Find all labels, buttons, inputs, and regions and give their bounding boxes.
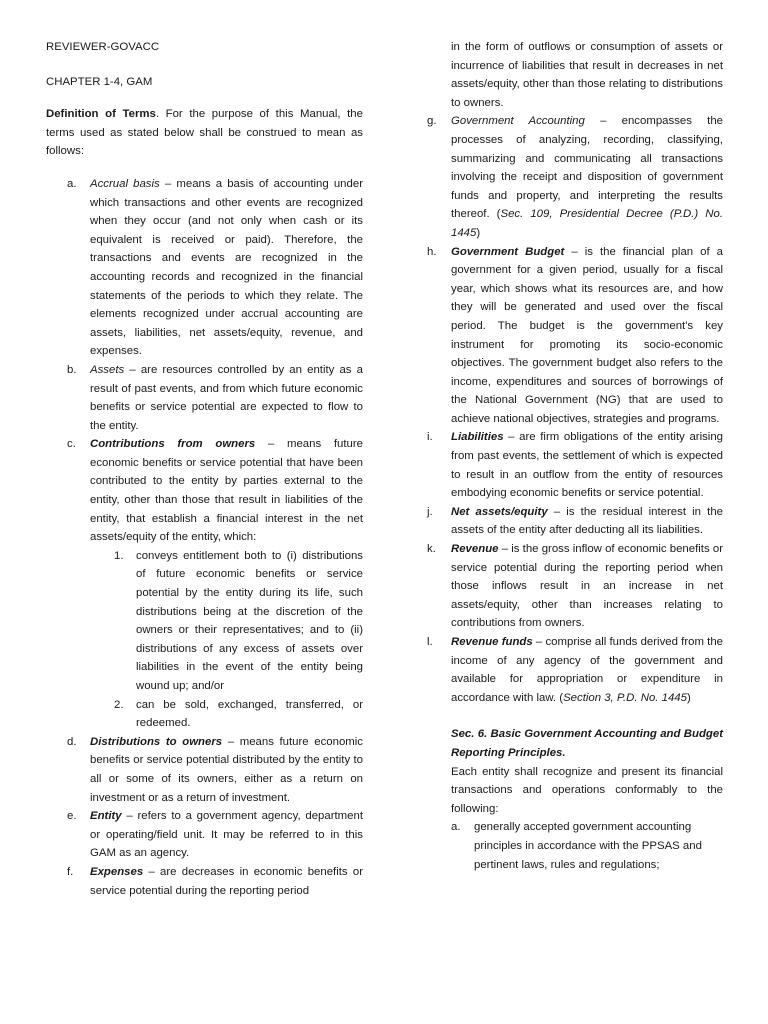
term-distributions-to-owners [46, 733, 363, 807]
item-marker: l. [427, 636, 433, 648]
term-name: Revenue funds [451, 636, 533, 648]
principle-item [426, 818, 723, 874]
term-definition: – encompasses the processes of analyzing, recording, classifying, summarizing and communicating all transactions involving the receipt and disposition of government funds and property, and interpreting the results thereof. ( [451, 115, 723, 221]
term-name: Contributions from owners [90, 438, 256, 451]
term-definition: – means a basis of accounting under which transactions and other events are recognized when they occur (and not only when cash or its equivalent is received or paid). Therefore, the transactions and events are recognized in the accounting records and recognized in the financial statements of the periods to which they relate. The elements recognized under accrual accounting are assets, liabilities, net assets/equity, revenue, and expenses. [90, 177, 363, 358]
right-column [426, 38, 723, 874]
term-accrual-basis [46, 175, 363, 361]
term-name: Liabilities [451, 431, 504, 444]
section-heading: Sec. 6. Basic Government Accounting and Budget Reporting Principles. [451, 728, 723, 759]
chapter-heading: CHAPTER 1-4, GAM [46, 75, 153, 88]
sub-item [90, 547, 363, 696]
term-name: Distributions to owners [90, 735, 223, 748]
term-revenue-funds: l. Revenue funds – comprise all funds derived from the income of any agency of the government and available for appropriation or expenditure in accordance with law. (Section 3, P.D. No. 1445) [426, 633, 723, 707]
term-liabilities [426, 428, 723, 502]
item-marker: c. [67, 438, 76, 451]
definition-intro [46, 105, 363, 161]
term-name: Expenses [90, 865, 144, 878]
item-marker: i. [427, 431, 433, 444]
term-name: Government Budget [451, 245, 565, 258]
item-marker: g. [427, 115, 437, 128]
term-name: Government Accounting [451, 115, 585, 128]
term-name: Accrual basis [90, 177, 160, 190]
term-name: Assets [90, 363, 125, 376]
sub-item [90, 696, 363, 733]
term-revenue [426, 540, 723, 633]
term-name: Revenue [451, 543, 499, 556]
item-marker: e. [67, 810, 77, 823]
term-definition: – comprise all funds derived from the income of any agency of the government and available for appropriation or expenditure in accordance with law. ( [451, 636, 723, 704]
item-marker: a. [67, 177, 77, 190]
term-definition: – means future economic benefits or service potential distributed by the entity to all or some of its owners, either as a return on investment or as a return of investment. [90, 735, 364, 804]
sub-item-marker: 2. [114, 698, 124, 711]
term-definition: – is the gross inflow of economic benefits or service potential during the reporting period when those inflows result in an increase in net assets/equity, other than increases relating to contributions from owners. [451, 543, 723, 630]
term-definition: – is the residual interest in the assets of the entity after deducting all its liabilities. [451, 505, 723, 537]
item-marker: k. [427, 543, 436, 556]
term-net-assets-equity [426, 503, 723, 540]
term-definition: – means future economic benefits or service potential that have been contributed to the entity by parties external to the entity, other than those that result in liabilities of the entity, that establish a financial interest in the net assets/equity of the entity, which: [90, 438, 363, 544]
term-definition: – are resources controlled by an entity as a result of past events, and from which future economic benefits or service potential are expected to flow to the entity. [90, 363, 363, 432]
definition-text: . For the purpose of this Manual, the terms used as stated below shall be construed to mean as follows: [46, 108, 363, 158]
item-marker: f. [67, 865, 74, 878]
term-government-budget [426, 243, 723, 429]
expenses-continuation: in the form of outflows or consumption of assets or incurrence of liabilities that result in decreases in net assets/equity, other than those relating to distributions to owners. [451, 41, 723, 109]
sub-item-text: can be sold, exchanged, transferred, or redeemed. [136, 698, 363, 730]
term-definition: – refers to a government agency, department or operating/field unit. It may be referred to in this GAM as an agency. [90, 810, 363, 860]
term-government-accounting: g. Government Accounting – encompasses the processes of analyzing, recording, classifying, summarizing and communicating all transactions involving the receipt and disposition of government funds and property, and interpreting the results thereof. (Sec. 109, Presidential Decree (P.D.) No. 1445) [426, 112, 723, 242]
term-assets [46, 361, 363, 435]
principle-text: generally accepted government accounting principles in accordance with the PPSAS and pertinent laws, rules and regulations; [474, 821, 702, 871]
sub-item-text: conveys entitlement both to (i) distributions of future economic benefits or service potential by the entity during its life, such distributions being at the discretion of the owners or their representatives; and to (ii) distributions of any excess of assets over liabilities in the event of the entity being wound up; and/or [136, 549, 363, 692]
item-marker: d. [67, 735, 77, 748]
term-definition: – are firm obligations of the entity arising from past events, the settlement of which is expected to result in an outflow from the entity of resources embodying economic benefits or service potential. [451, 431, 723, 500]
definition-label: Definition of Terms [46, 108, 156, 121]
term-name: Entity [90, 810, 122, 823]
item-marker: h. [427, 245, 437, 258]
document-title: REVIEWER-GOVACC [46, 41, 160, 53]
item-marker: a. [451, 821, 461, 834]
term-contributions-from-owners [46, 435, 363, 733]
left-column [46, 38, 363, 900]
citation: Section 3, P.D. No. 1445 [563, 691, 687, 704]
term-entity [46, 807, 363, 863]
term-definition: – is the financial plan of a government for a given period, usually for a fiscal year, which shows what its resources are, and how they will be generated and used over the fiscal period. The budget is the government's key instrument for promoting its socio-economic objectives. The government budget also refers to the income, expenditures and sources of borrowings of the National Government (NG) that are used to achieve national objectives, strategies and programs. [451, 245, 723, 425]
section-6 [426, 725, 723, 818]
sub-item-marker: 1. [114, 549, 124, 562]
term-expenses [46, 863, 363, 900]
item-marker: j. [427, 505, 433, 518]
citation: Sec. 109, Presidential Decree (P.D.) No. 1445 [451, 208, 723, 239]
section-intro: Each entity shall recognize and present its financial transactions and operations conformably to the following: [451, 765, 723, 815]
term-definition: – are decreases in economic benefits or service potential during the reporting period [90, 865, 363, 897]
item-marker: b. [67, 363, 77, 376]
term-name: Net assets/equity [451, 505, 548, 518]
